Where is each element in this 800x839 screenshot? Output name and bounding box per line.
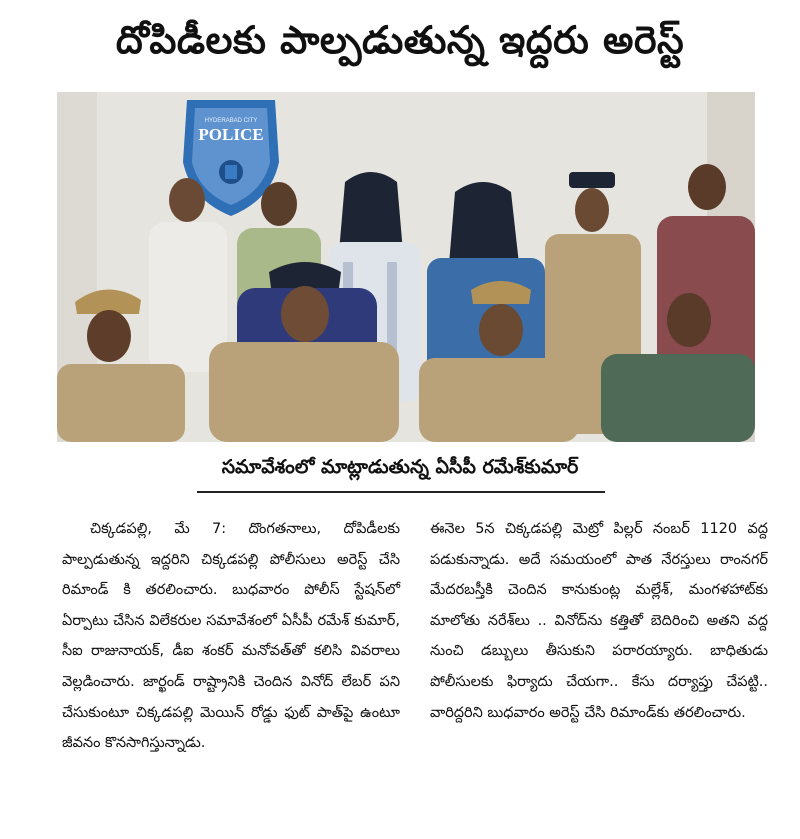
press-photo <box>57 92 755 442</box>
badge-title: POLICE <box>198 125 264 144</box>
badge-subtitle: HYDERABAD CITY <box>204 118 258 124</box>
article-column-right <box>430 514 768 728</box>
caption-divider <box>197 491 605 493</box>
photo-caption: సమావేశంలో మాట్లాడుతున్న ఏసీపీ రమేశ్‌కుమార్ <box>221 456 579 478</box>
article-paragraph-right: ఈనెల 5న చిక్కడపల్లి మెట్రో పిల్లర్ నంబర్ 1120 వద్ద పడుకున్నాడు. అదే సమయంలో పాత నేరస్తులు రాంనగర్ మేదరబస్తీకి చెందిన కానుకుంట్ల మల్లేశ్, మంగళహాట్‌కు మాలోతు నరేశ్‌లు .. వినోద్‌ను కత్తితో బెదిరించి అతని వద్ద నుంచి డబ్బులు తీసుకుని పరారయ్యారు. బాధితుడు పోలీసులకు ఫిర్యాదు చేయగా.. కేసు దర్యాప్తు చేపట్టి.. వారిద్దరిని బుధవారం అరెస్ట్ చేసి రిమాండ్‌కు తరలించారు. <box>430 521 768 721</box>
article-column-left <box>62 514 400 759</box>
headline: దోపిడీలకు పాల్పడుతున్న ఇద్దరు అరెస్ట్ <box>115 18 685 62</box>
article-paragraph-left: చిక్కడపల్లి, మే 7: దొంగతనాలు, దోపిడీలకు పాల్పడుతున్న ఇద్దరిని చిక్కడపల్లి పోలీసులు అరెస్ట్ చేసి రిమాండ్ కి తరలించారు. బుధవారం పోలీస్ స్టేషన్‌లో ఏర్పాటు చేసిన విలేకరుల సమావేశంలో ఏసీపీ రమేశ్ కుమార్, సీఐ రాజునాయక్, డీఐ శంకర్ మనోవత్‌తో కలిసి వివరాలు వెల్లడించారు. జార్ఖండ్ రాష్ట్రానికి చెందిన వినోద్ లేబర్ పని చేసుకుంటూ చిక్కడపల్లి మెయిన్ రోడ్డు ఫుట్ పాత్‌పై ఉంటూ జీవనం కొనసాగిస్తున్నాడు. <box>62 521 400 752</box>
